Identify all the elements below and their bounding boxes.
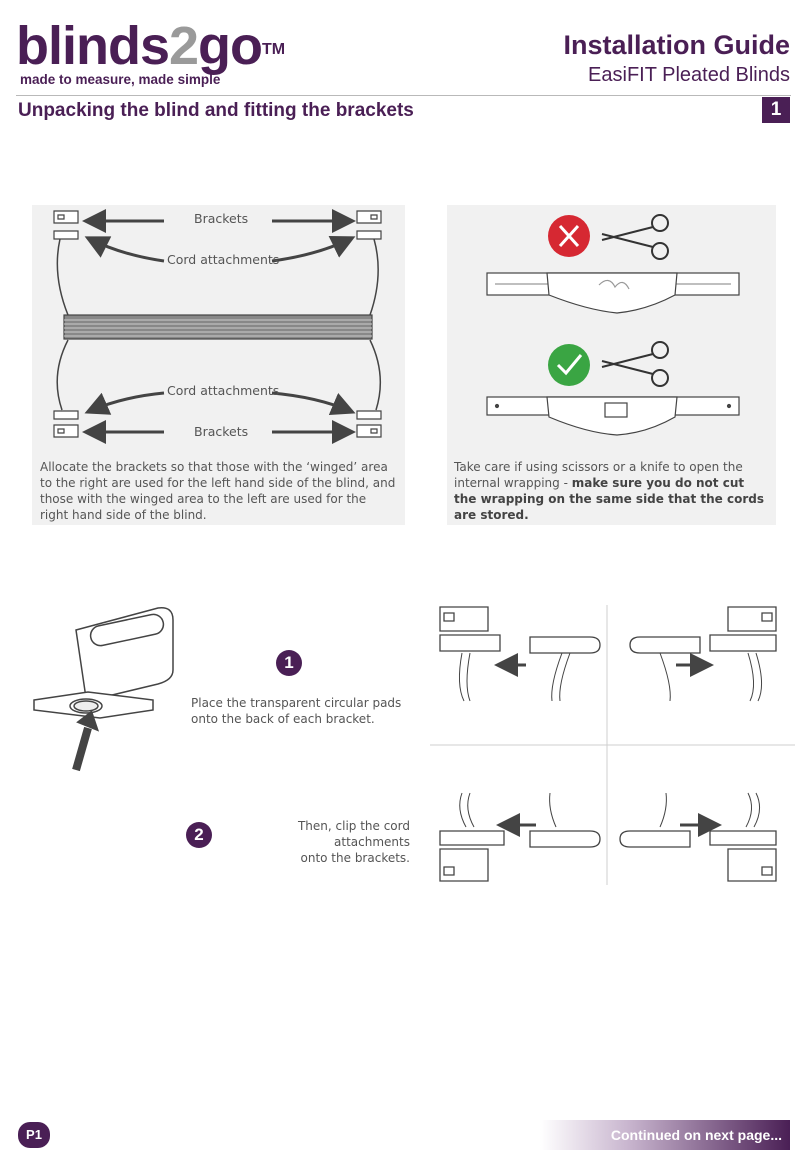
continued-banner: Continued on next page... (540, 1120, 790, 1150)
step-2-text-line: onto the brackets. (300, 851, 410, 865)
blind-pack-icon (64, 315, 372, 339)
wrapped-blind-icon (487, 273, 739, 313)
bracket-pad-illustration (28, 600, 188, 775)
bracket-allocation-diagram (32, 205, 405, 455)
right-check-icon (548, 344, 590, 386)
label-brackets-top: Brackets (194, 211, 249, 226)
bracket-allocation-text: Allocate the brackets so that those with the ‘winged’ area to the right are used for the left hand side of the blind, and those with the winged area to the left are used for the right hand side of the blind. (40, 460, 396, 522)
step-2-badge: 2 (186, 822, 212, 848)
page-number-badge: P1 (18, 1122, 50, 1148)
brand-tagline: made to measure, made simple (20, 72, 221, 87)
bracket-icon (440, 831, 504, 881)
warning-text-bold: make sure you do not cut the wrapping on the same side that the cords are stored. (454, 476, 764, 522)
wrong-cross-icon (548, 215, 590, 257)
brand-logo: blinds2go™ (16, 16, 286, 76)
cord-attachment-icon (530, 831, 600, 847)
header-divider (16, 95, 791, 96)
section-title: Unpacking the blind and fitting the brackets (18, 100, 414, 121)
bracket-icon (710, 607, 776, 651)
bracket-icon (710, 831, 776, 881)
wrapping-diagram (447, 205, 776, 445)
step-2-text (220, 818, 410, 866)
warning-text-normal: Take care if using scissors or a knife to open the internal wrapping - (454, 460, 743, 490)
bracket-icon (54, 411, 78, 437)
bracket-icon (440, 607, 500, 651)
document-title: Installation Guide (563, 30, 790, 60)
step-2-text-line: Then, clip the cord attachments (297, 819, 410, 849)
bracket-icon (54, 211, 78, 239)
wrapped-blind-icon (487, 397, 739, 435)
step-1-text (191, 695, 401, 727)
cord-attachment-diagram (430, 605, 795, 885)
scissors-icon (602, 342, 668, 386)
label-cord-top: Cord attachments (167, 252, 280, 267)
label-brackets-bottom: Brackets (194, 424, 249, 439)
step-1-text-line: Place the transparent circular pads (191, 696, 402, 710)
cord-attachment-icon (620, 831, 690, 847)
label-cord-bottom: Cord attachments (167, 383, 280, 398)
bracket-icon (357, 211, 381, 239)
bracket-icon (357, 411, 381, 437)
section-number-badge: 1 (762, 97, 790, 123)
document-subtitle: EasiFIT Pleated Blinds (588, 64, 790, 86)
cord-attachment-icon (530, 637, 600, 653)
wrapping-warning-text (454, 459, 770, 523)
step-1-badge: 1 (276, 650, 302, 676)
step-1-text-line: onto the back of each bracket. (191, 712, 375, 726)
cord-attachment-icon (630, 637, 700, 653)
scissors-icon (602, 215, 668, 259)
